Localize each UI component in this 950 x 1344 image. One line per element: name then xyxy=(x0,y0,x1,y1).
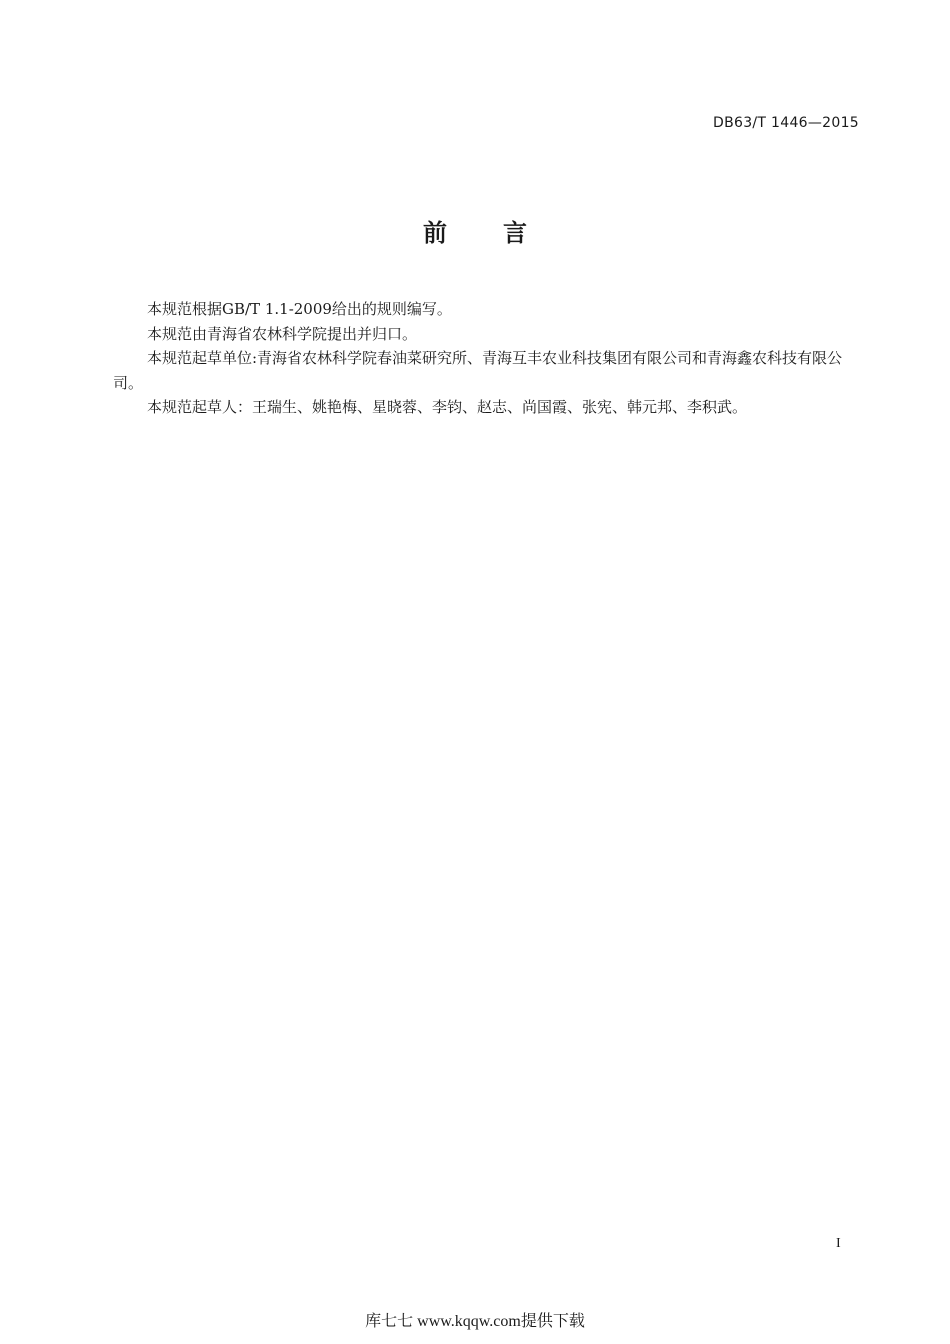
document-number: DB63/T 1446—2015 xyxy=(713,115,859,131)
title-char-2: 言 xyxy=(503,219,527,247)
page-number: I xyxy=(836,1236,841,1251)
foreword-body xyxy=(113,297,860,420)
footer-watermark: 库七七 www.kqqw.com提供下载 xyxy=(365,1313,585,1330)
paragraph: 本规范由青海省农林科学院提出并归口。 xyxy=(147,324,418,343)
paragraph: 本规范起草单位:青海省农林科学院春油菜研究所、青海互丰农业科技集团有限公司和青海鑫农科技有限公司。 xyxy=(113,349,843,392)
page-title xyxy=(0,213,950,248)
paragraph: 本规范根据GB/T 1.1-2009给出的规则编写。 xyxy=(147,300,452,318)
title-char-1: 前 xyxy=(423,219,447,247)
paragraph: 本规范起草人：王瑞生、姚艳梅、星晓蓉、李钧、赵志、尚国霞、张宪、韩元邦、李积武。 xyxy=(147,398,748,416)
